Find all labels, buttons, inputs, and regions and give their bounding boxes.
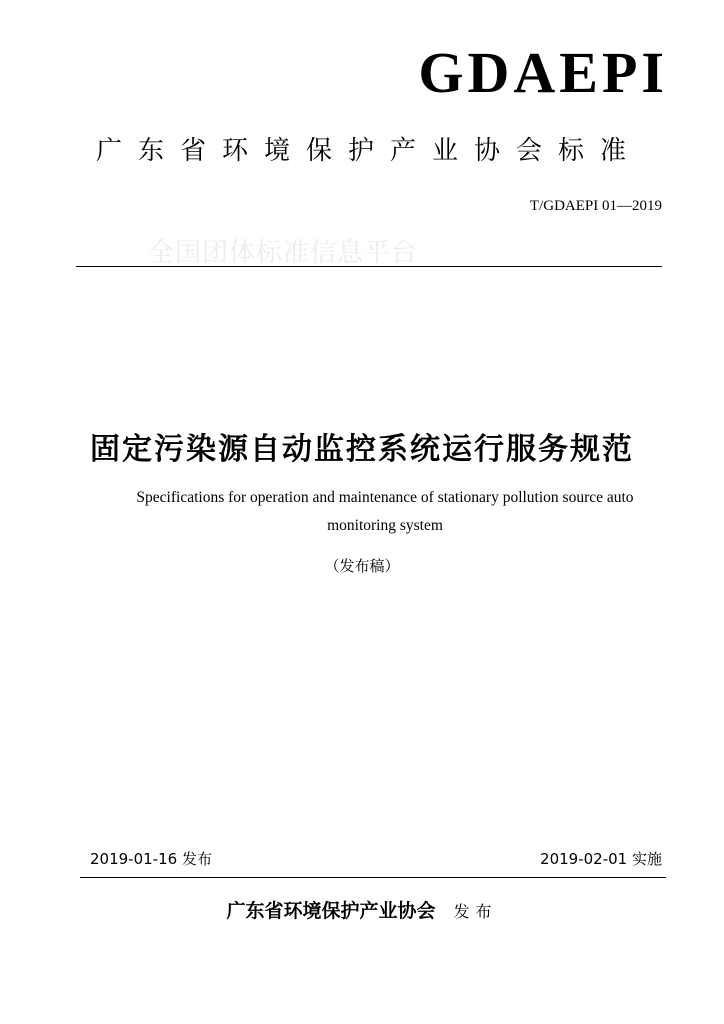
document-title-zh: 固定污染源自动监控系统运行服务规范 xyxy=(90,432,634,467)
title-en-line-1: Specifications for operation and maintenance of stationary pollution source auto xyxy=(136,489,634,506)
publish-word: 发布 xyxy=(453,902,498,921)
issue-date: 2019-01-16 发布 xyxy=(90,850,212,868)
org-code-logo: GDAEPI xyxy=(418,40,668,105)
publisher-name: 广东省环境保护产业协会 xyxy=(226,900,436,922)
footer-divider xyxy=(80,877,666,878)
draft-status: （发布稿） xyxy=(324,557,400,575)
watermark: 全国团体标准信息平台 xyxy=(148,238,419,268)
implementation-date: 2019-02-01 实施 xyxy=(540,850,662,868)
standard-number: T/GDAEPI 01—2019 xyxy=(529,198,662,214)
title-en-line-2: monitoring system xyxy=(327,517,443,534)
publisher-line xyxy=(0,896,724,923)
document-title-en xyxy=(100,484,670,540)
standard-type: 广东省环境保护产业协会标准 xyxy=(96,136,643,166)
header-divider xyxy=(76,266,662,267)
